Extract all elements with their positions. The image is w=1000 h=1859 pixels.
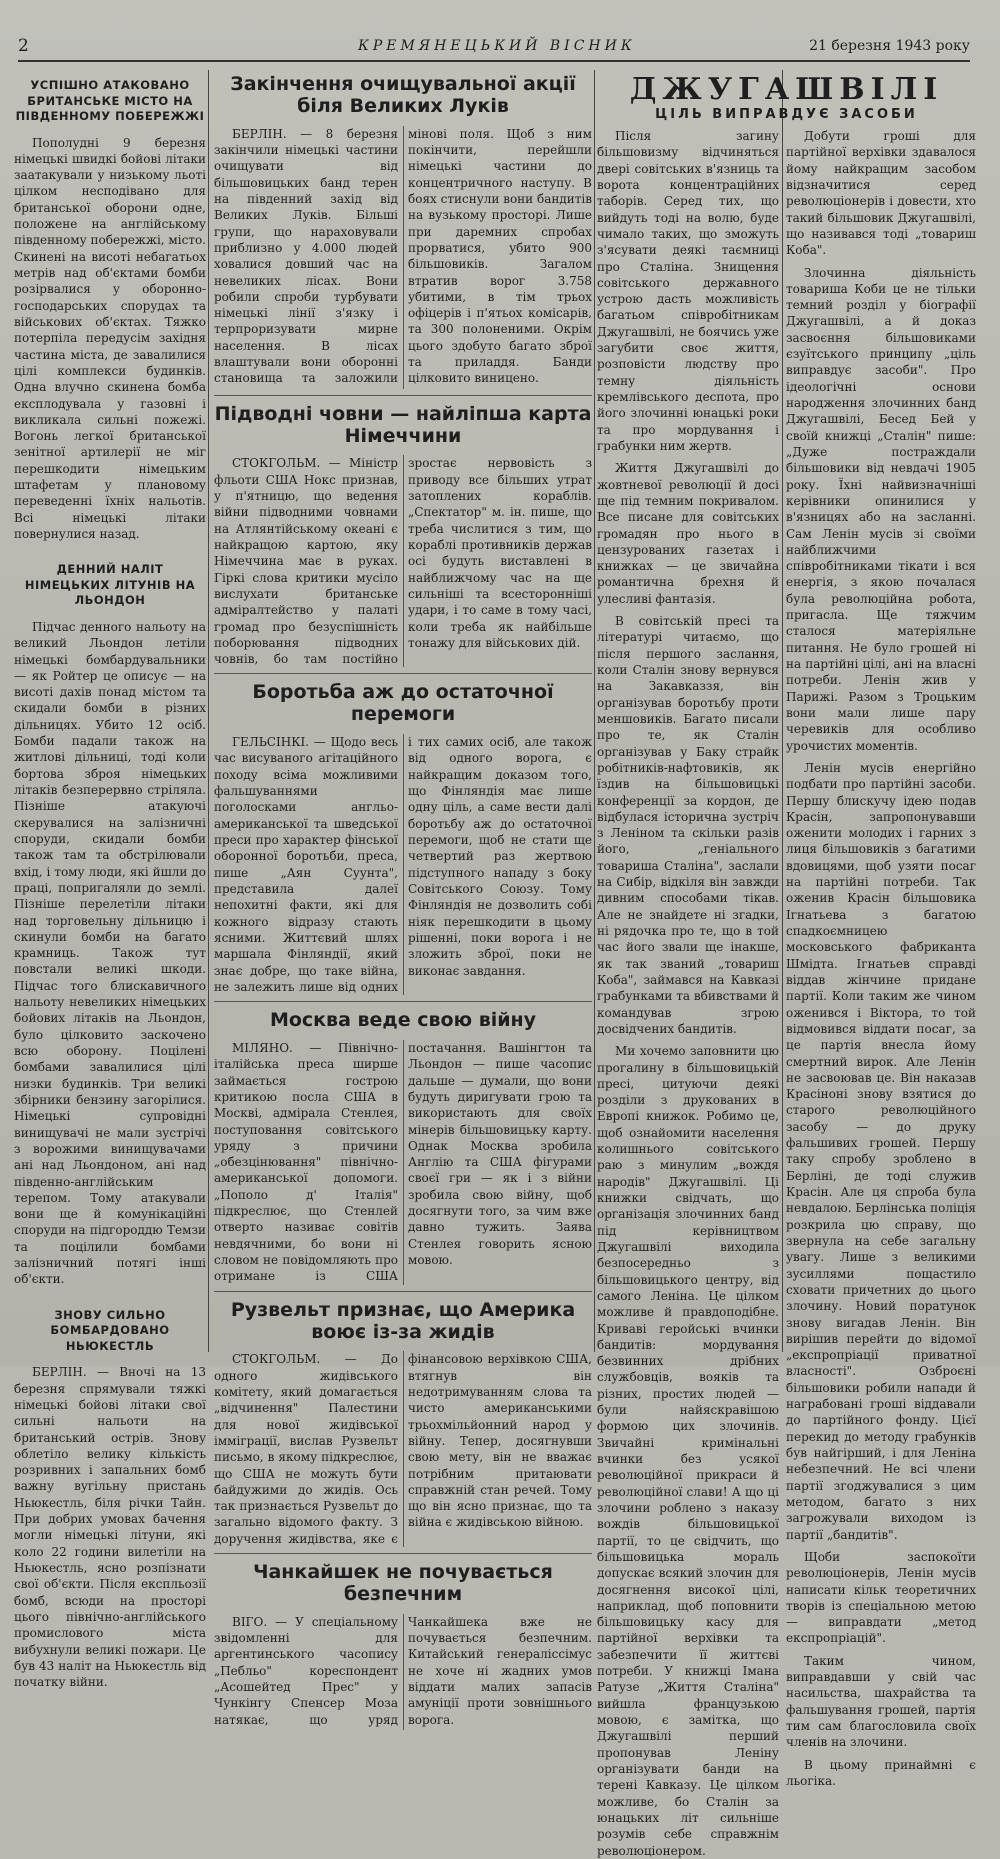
issue-date: 21 березня 1943 року bbox=[809, 38, 970, 54]
article-body: БЕРЛІН. — Вночі на 13 березня спрямували тяжкі німецькі бойові літаки свої сильні нальоти на британський острів. Знову облетіло велику кількість розривних і запальних бомб важну вугільну пристань Ньюкестль, біля річки Тайн. При добрих умовах бачення могли німецькі літуни, які коло 22 години вилетіли на Ньюкестль, ясно розпізнати свої об'єкти. Після експльозії бомб, всюди на просторі цього північно-англійського промислового міста вибухнули великі пожари. Це був 43 наліт на Ньюкестль від початку війни. bbox=[14, 1365, 206, 1690]
article-body: СТОКГОЛЬМ. — Міністр фльоти США Нокс признав, у п'ятницю, що ведення війни підводними човнами на Атлянтійському океані є найкращою картою, яку Німеччина має в руках. Гіркі слова критики мусіло вислухати британське адміралтейство у палаті громад про безуспішність поборювання підводних човнів, бо там постійно зростає нервовість з приводу все більших утрат затоплених кораблів. „Спектатор" м. ін. пише, що треба числитися з тим, що кораблі противників держав осі будуть виставлені в найближчому час на ще сильніші та всесторонніші удари, і то саме в тому часі, коли треба як найбільше тонажу для військових дій. bbox=[214, 456, 592, 667]
feature-paragraph: В совітській пресі та літературі читаємо, що після першого заслання, коли Сталін знову вернувся на Закавказзя, він організував боротьбу проти меншовиків. Багато писали про те, як Сталін організував у Баку страйк робітників-нафтовиків, як їздив на більшовицькі конференції за кордон, де відбулася історична зустріч з Леніном та скільки разів його, „геніального товариша Сталіна", заслали на Сибір, відкіля він завжди дивним способами тікав. Але не знайдете ні згадки, ні рядочка про те, що в той час його звали ще інакше, як так званий „товариш Коба", займався на Кавказі грабунками та вбивствами й командував згрою досвідчених бандитів. bbox=[597, 614, 779, 1036]
article-body: Підчас денного нальоту на великий Льондон летіли німецькі бомбардувальники — як Ройтер це описує — на висоті дахів понад містом та скидали бомби в різних дільницях. Убито 12 осіб. Бомби падали також на житлові дільниці, тоді коли бортова зброя німецьких літаків безперервно стріляла. Пізніше атакуючі скерувалися на залізничні споруди, скидали бомби також там та обстрілювали вхід, і тому люди, які йшли до праці, попригаляли до землі. Пізніше перелетіли літаки над торговельну дільницю і скинули бомби на багато крамниць. Також тут повстали великі шкоди. Підчас того блискавичного нальоту невеликих німецьких бойових літаків на Льондон, було цілковито заскочено всю оборону. Поцілені бомбами завалилися цілі низки будинків. Три великі збірники бензину загорілися. Німецькі супровідні винищувачі не мали зустрічі з ворожими винищувачами ані над Льондоном, ані над південно-англійським терепом. Тому атакували вони ще й комунікаційні споруди на підгороддю Темзи та поцілили бомбами залізничний потягі інші об'єкти. bbox=[14, 619, 206, 1287]
article bbox=[14, 1308, 206, 1703]
feature-paragraph: Після загину більшовизму відчиняться двері совітських в'язниць та ворота концентраційних таборів. Серед тих, що вийдуть тоді на волю, буде чимало таких, що зможуть з'ясувати деякі таємниці про Сталіна. Знищення совітського державного устрою дасть можливість багатьом співробітникам Джугашвілі, не боячись уже загубити своє життя, розповісти людству про темну діяльність кремлівського деспота, про його злочинні юнацькі роки та про мордування і грабунки ним жертв. bbox=[597, 129, 779, 453]
article-body: Пополудні 9 березня німецькі швидкі бойові літаки заатакували у низькому льоті цілком несподівано для британської оборони одне, положене на англійському південному побережжі, місто. Скинені на висоті небагатьох метрів над об'єктами бомби розірвалися у оборонно-господарських спорудах та військових об'єктах. Тяжко потерпіла передусім західня частина міста, де завалилися цілі комплекси будинків. Одна влучно скинена бомба експлодувала у газовні і викликала сильні пожежі. Вогонь легкої британської зенітної артилерії не міг перешкодити німецьким штафетам у плановому переведенні їхніх нальотів. Всі німецькі літаки повернулися назад. bbox=[14, 135, 206, 542]
article bbox=[214, 682, 592, 1002]
article-body: СТОКГОЛЬМ. — До одного жидівського комітету, який домагається „відчинення" Палестини для нової жидівської імміграції, вислав Рузвельт письмо, в якому підкреслює, що США не можуть бути байдужими до жидів. Ось так признається Рузвельт до загально відомого факту. З доручення жидівства, яке є фінансовою верхівкою США, втягнув він недотримуванням слова та чисто американськими трьохмільйонний народ у війну. Тепер, досягнувши свою мету, він не вважає потрібним притаювати справжній стан речей. Тому що він ясно признає, що та війна є жидівською війною. bbox=[214, 1352, 592, 1546]
feature-paragraph: Щоби заспокоїти революціонерів, Ленін мусів написати кільк теоретичних творів із спеціальною метою — виправдати „метод експропріацій". bbox=[786, 1549, 976, 1646]
feature-paragraph: Добути гроші для партійної верхівки здавалося йому найкращим засобом відзначитися серед революціонерів і довести, хто такий більшовик Джугашвілі, що називався тоді „товариш Коба". bbox=[786, 129, 976, 258]
article-headline: УСПІШНО АТАКОВАНО БРИТАНСЬКЕ МІСТО НА ПІВДЕННОМУ ПОБЕРЕЖЖІ bbox=[15, 78, 205, 124]
column-rule bbox=[208, 70, 209, 1352]
feature-title: ДЖУГАШВІЛІ bbox=[629, 72, 944, 107]
feature-paragraph: Злочинна діяльність товариша Коби це не тільки темний розділ у біографії Джугашвілі, а й доказ засвоєння більшовиками єзуїтського принципу „ціль виправдує засоби". Про ідеологічні основи народження злочинних банд Джугашвілі, Бесед Бей у своїй книжці „Сталін" пише: „Дуже постраждали більшовики від невдачі 1905 року. Їхні найвизначніші керівники опинилися у в'язницях або на засланні. Сам Ленін мусів зі своїми найближчими співробітниками тікати і вся енергія, з якою почалася була революційна робота, пригасла. Ще тяжчим сталося матеріяльне питання. Не було грошей ні на партійні цілі, ані на власні потреби. Ленін жив у Парижі. Разом з Троцьким вони мали лише пару черевиків для особливо урочистих моментів. bbox=[786, 265, 976, 753]
article bbox=[14, 78, 206, 554]
article bbox=[214, 1300, 592, 1554]
article-body: БЕРЛІН. — 8 березня закінчили німецькі частини очищувати від більшовицьких банд терен на південний захід від Великих Луків. Більші групи, що нараховували приблизно у 4.000 людей ховалися довший час на невеликих лісах. Вони робили спроби турбувати німецькі лінії з'язку і терпроризувати мирне населення. В лісах влаштували вони оборонні становища та заложили мінові поля. Щоб з ним покінчити, перейшли німецькі частини до концентричного наступу. В боях стиснули вони бандитів на вузькому просторі. Лише при даремних спробах прорватися, убито 900 більшовиків. Загалом втратив ворог 3.758 убитими, в тім трьох офіцерів і п'ятьох комісарів, та 300 полоненими. Окрім цього здобуто багато зброї та приладдя. Банди цілковито виницено. bbox=[214, 126, 592, 386]
feature-subtitle: ЦІЛЬ ВИПРАВДУЄ ЗАСОБИ bbox=[655, 107, 918, 122]
article-headline: Москва веде свою війну bbox=[269, 1009, 537, 1032]
column-rule bbox=[594, 70, 595, 1352]
article-body: МІЛЯНО. — Північно-італійська преса ширше займається гострою критикою посла США в Москві, адмірала Стенлея, поступовання совітського уряду з причини „обезцінювання" північно-американської допомоги. „Пополо д' Італія" підкреслює, що Стенлей отверто називає совітів невдячними, бо вони ні словом не повідомляють про отримане із США постачання. Вашінгтон та Льондон — пише часопис дальше — думали, що вони будуть диригувати грою та використають для своїх мінерів більшовицьку карту. Однак Москва зробила Англію та США фігурами своєї гри — як і з війни зробила свою війну, щоб досягнути того, за чим вже давно тужить. Заява Стенлея говорить ясною мовою. bbox=[214, 1040, 592, 1284]
column-1 bbox=[14, 70, 206, 1690]
article-body: ГЕЛЬСІНКІ. — Щодо весь час висуваного агітаційного походу всіма можливими фальшуваннями поголосками англьо-американської та шведської преси про характер фінської оборонної боротьби, преса, пише „Аян Суунта", представила далеї непохитні факти, які для кожного відразу стають ясними. Життєвий шлях маршала Фінляндії, який знає добре, що таке війна, не залежить лише від одних і тих самих осіб, але також від одного ворога, є найкращим доказом того, що Фінляндія має лише одну ціль, а саме вести далі боротьбу аж до остаточної перемоги, щоб не стати ще четвертий раз жертвою підступного нападу з боку Совітського Союзу. Тому Фінляндія не дозволить собі ніяк перешкодити в цьому рішенні, поки ворога і не зложить зброї, поки не виконає завдання. bbox=[214, 735, 592, 994]
article-headline: ЗНОВУ СИЛЬНО БОМБАРДОВАНО НЬЮКЕСТЛЬ bbox=[50, 1307, 170, 1353]
masthead bbox=[18, 34, 970, 62]
feature-paragraph: Ми хочемо заповнити цю прогалину в більшовицькій пресі, цитуючи деякі розділи з друкованих в Европі книжок. Робимо це, щоб ознайомити населення колишнього совітського раю з минулим „вождя народів" Джугашвілі. Ці книжки свідчать, що організація злочинних банд під керівництвом Джугашвілі виходила безпосередньо з більшовицького центру, від самого Леніна. Це цілком можливе й правдоподібне. Криваві геройські вчинки бандитів: мордування безвинних дрібних службовців, вояків та різних, простих людей — були найяскравішою формою цих злочинів. Звичайні кримінальні вчинки без усякої революційної прикраси й революційної слави! А що ці злочини роблено з наказу вождів більшовицької партії, то це свідчить, що більшовицька мораль допускає всякий злочин для досягнення високої цілі, наприклад, щоб поповнити більшовицьку касу для партійної верхівки та забезпечити її життєві потреби. У книжці Імана Ратузе „Життя Сталіна" вийшла французькою мовою, є замітка, що Джугашвілі перший пропонував Леніну організувати банди на терені Кавказу. Це цілком можливе, бо Сталін за юнацьких літ сильніше розумів себе справжнім революціонером. bbox=[597, 1044, 779, 1858]
article bbox=[214, 1562, 592, 1736]
newspaper-title: КРЕМЯНЕЦЬКИЙ ВІСНИК bbox=[358, 38, 636, 54]
column-2 bbox=[214, 70, 592, 1727]
feature-paragraph: Життя Джугашвілі до жовтневої революції й досі ще під темним покривалом. Все писане для совітських громадян про нього в цензурованих газетах і книжках — це звичайна романтична брехня й улесливі фантазія. bbox=[597, 461, 779, 606]
article-headline: Підводні човни — найліпша карта Німеччини bbox=[214, 402, 592, 447]
article-headline: Рузвельт признає, що Америка воює із-за жидів bbox=[230, 1298, 576, 1343]
article bbox=[214, 1010, 592, 1292]
article bbox=[14, 562, 206, 1299]
article-headline: Боротьба аж до остаточної перемоги bbox=[252, 681, 554, 726]
article-body: ВІГО. — У спеціальному звідомленні для аргентинського часопису „Пебльо" кореспондент „Асошейтед Прес" у Чункінгу Спенсер Моза натякає, що уряд Чанкайшека вже не почувається безпечним. Китайський генераліссімус не хоче ні жадних умов віддати малих запасів амуніції проти зовнішнього ворога. bbox=[214, 1614, 592, 1727]
column-3 bbox=[597, 128, 779, 1858]
article-headline: Закінчення очищувальної акції біля Великих Луків bbox=[230, 73, 576, 117]
article bbox=[214, 404, 592, 675]
article-headline: ДЕННИЙ НАЛІТ НІМЕЦЬКИХ ЛІТУНІВ НА ЛЬОНДОН bbox=[24, 562, 196, 608]
page-number: 2 bbox=[18, 36, 29, 56]
feature-paragraph: В цьому принаймні є льогіка. bbox=[786, 1757, 976, 1788]
column-4 bbox=[786, 128, 976, 1788]
article bbox=[214, 74, 592, 396]
feature-paragraph: Таким чином, виправдавши у свій час насильства, шахрайства та фальшування грошей, партія тим сам благословила своїх членів на злочини. bbox=[786, 1653, 976, 1750]
feature-paragraph: Ленін мусів енергійно подбати про партійні засоби. Першу блискучу ідею подав Красін, запропонувавши оженити молодих і гарних з лиця більшовиків з багатими вдовицями, щоб узяти посаг на партійні потреби. Так оженив Красін більшовика Ігнатьева з багатою спадкоємницею московського фабриканта Шмідта. Ігнатьев справді віддав жінчине придане партії. Коли таким же чином оженився і Віктора, то той відмовився віддати посаг, за це партія внесла йому смертний вирок. Але Ленін не засвоював це. Він наказав Красіноні знову взятися до старого революційного засобу — до друку фальшивих грошей. Першу таку спробу зроблено в Берліні, де тоді служив Красін. Але ця спроба була невдалою. Берлінська поліція розкрила цю справу, що звернула на себе загальну увагу. Лише з великими зусиллями пощастило сховати причетних до цього злочину. Новий поратунок знову вигадав Ленін. Він вирішив перейти до відомої „експропріації приватної власності". Озброєні більшовики робили напади й награбовані гроші віддавали до партійного фонду. Цієї перекид до методу грабунків був найгірший, і для Леніна небезпечний. Не всі члени партії згоджувалися з цим методом, багато з них загрожували виходом із партії „бандитів". bbox=[786, 760, 976, 1542]
article-headline: Чанкайшек не почувається безпечним bbox=[253, 1561, 553, 1605]
